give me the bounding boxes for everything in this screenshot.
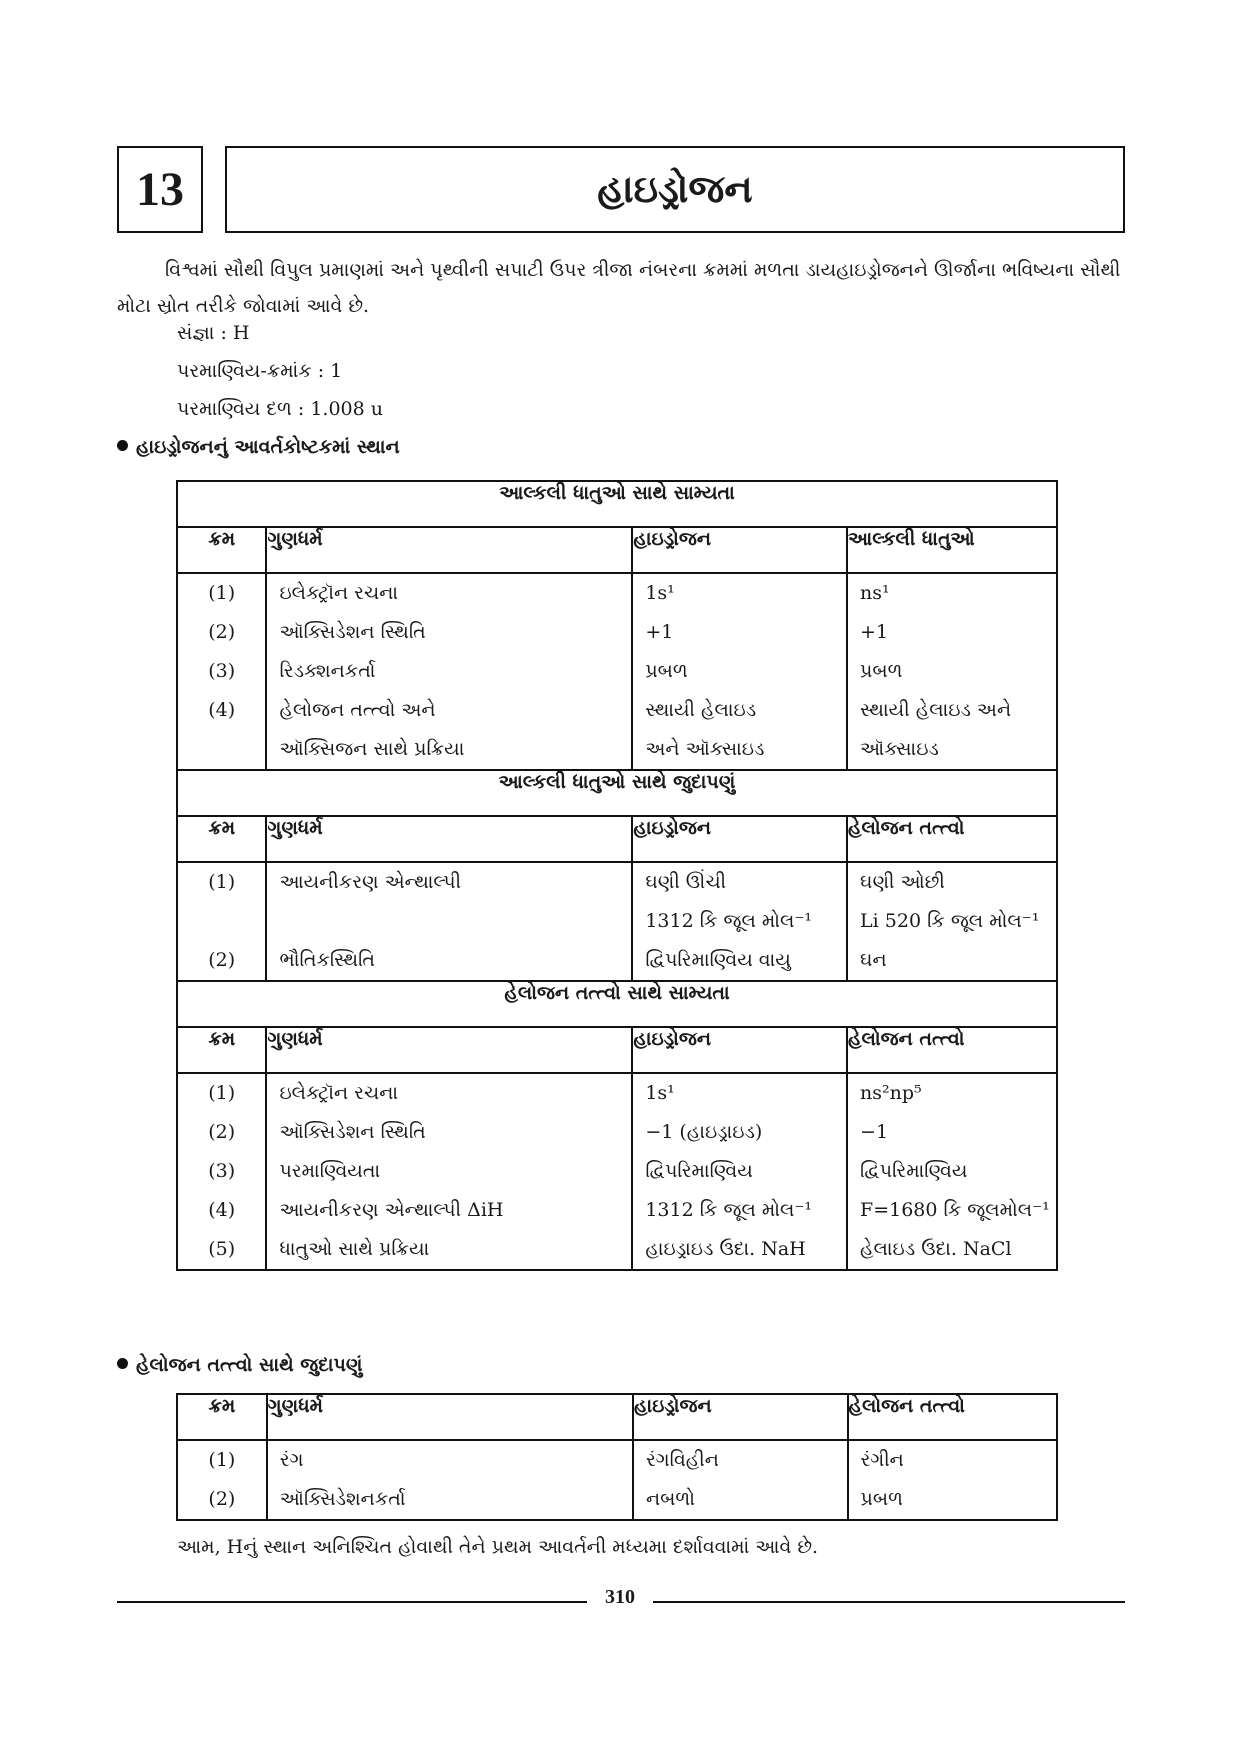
position-table — [176, 480, 1058, 1271]
cell-text: +1 — [860, 621, 889, 643]
cell-text: ઑક્સાઇડ — [860, 738, 939, 760]
page-number: 310 — [605, 1586, 635, 1608]
chapter-title: હાઇડ્રોજન — [225, 146, 1125, 233]
header-cell: ક્રમ — [177, 816, 266, 862]
cell-text: ઑક્સિજન સાથે પ્રક્રિયા — [279, 738, 465, 760]
header-row — [177, 1027, 1057, 1073]
cell-text: રંગીન — [860, 1449, 904, 1471]
header-cell: હાઇડ્રોજન — [632, 816, 847, 862]
block-title-row — [177, 770, 1057, 816]
atomic-mass-line: પરમાણ્વિય દળ : 1.008 u — [177, 398, 384, 420]
cell-text: ઑક્સિડેશન સ્થિતિ — [279, 621, 426, 643]
col-serial — [177, 1440, 267, 1520]
table-row — [177, 1440, 1057, 1520]
cell-text — [178, 730, 265, 769]
bullet-icon — [117, 440, 128, 451]
cell-text: હેલોજન તત્ત્વો અને — [279, 699, 436, 721]
cell-text: ઘન — [860, 949, 887, 971]
cell-text: ns²np⁵ — [860, 1082, 922, 1104]
cell-text: (1) — [208, 582, 236, 604]
col-halogen — [847, 1073, 1057, 1270]
cell-text: આયનીકરણ એન્થાલ્પી — [279, 871, 462, 893]
cell-text: સ્થાયી હેલાઇડ અને — [860, 699, 1012, 721]
cell-text: F=1680 કિ જૂલમોલ⁻¹ — [860, 1199, 1050, 1221]
header-row — [177, 816, 1057, 862]
block-title: આલ્કલી ધાતુઓ સાથે સામ્યતા — [177, 481, 1057, 527]
table-row — [177, 1073, 1057, 1270]
col-hydrogen — [632, 1073, 847, 1270]
header-cell: ગુણધર્મ — [266, 816, 632, 862]
header-cell: હાઇડ્રોજન — [632, 1027, 847, 1073]
bullet-icon — [117, 1358, 128, 1369]
cell-text: ઘણી ઓછી — [860, 871, 945, 893]
cell-text: પરમાણ્વિયતા — [279, 1160, 381, 1182]
col-hydrogen — [633, 1440, 848, 1520]
col-serial — [177, 573, 266, 770]
cell-text: 1s¹ — [645, 1082, 675, 1104]
cell-text: સ્થાયી હેલાઇડ — [645, 699, 757, 721]
block-title: આલ્કલી ધાતુઓ સાથે જુદાપણું — [177, 770, 1057, 816]
footer-rule-left — [117, 1601, 587, 1603]
cell-text: −1 (હાઇડ્રાઇડ) — [645, 1121, 763, 1143]
cell-text: દ્વિપરિમાણ્વિય — [860, 1160, 968, 1182]
cell-text: (4) — [208, 1199, 236, 1221]
cell-text: (1) — [208, 871, 236, 893]
cell-text: (3) — [208, 1160, 236, 1182]
cell-text: હેલાઇડ ઉદા. NaCl — [860, 1238, 1012, 1260]
cell-text: રંગ — [279, 1449, 304, 1471]
cell-text: Li 520 કિ જૂલ મોલ⁻¹ — [860, 910, 1040, 932]
cell-text: આયનીકરણ એન્થાલ્પી ΔiH — [279, 1199, 504, 1221]
footer-rule-right — [653, 1601, 1125, 1603]
cell-text: ભૌતિકસ્થિતિ — [279, 949, 376, 971]
section-heading-text: હાઇડ્રોજનનું આવર્તકોષ્ટકમાં સ્થાન — [136, 436, 400, 458]
block-title-row — [177, 481, 1057, 527]
header-cell: ગુણધર્મ — [266, 527, 632, 573]
cell-text: ઘણી ઊંચી — [645, 871, 727, 893]
atomic-number-line: પરમાણ્વિય-ક્રમાંક : 1 — [177, 360, 343, 382]
col-property — [266, 862, 632, 981]
header-cell: ગુણધર્મ — [266, 1027, 632, 1073]
cell-text: 1s¹ — [645, 582, 675, 604]
cell-text: ઇલેક્ટ્રૉન રચના — [279, 582, 399, 604]
col-property — [266, 573, 632, 770]
intro-paragraph: વિશ્વમાં સૌથી વિપુલ પ્રમાણમાં અને પૃથ્વીની સપાટી ઉપર ત્રીજા નંબરના ક્રમમાં મળતા ડાયહાઇડ્રોજનને ઊર્જાના ભવિષ્યના સૌથી મોટા સ્રોત તરીકે જોવામાં આવે છે. — [117, 259, 1121, 317]
header-cell: ક્રમ — [177, 1027, 266, 1073]
cell-text: 1312 કિ જૂલ મોલ⁻¹ — [645, 1199, 813, 1221]
cell-text: ધાતુઓ સાથે પ્રક્રિયા — [279, 1238, 430, 1260]
cell-text: પ્રબળ — [860, 1488, 903, 1510]
header-cell: ક્રમ — [177, 1394, 267, 1440]
col-alkali — [847, 573, 1057, 770]
cell-text: દ્વિપરિમાણ્વિય — [645, 1160, 753, 1182]
header-cell: હાઇડ્રોજન — [632, 527, 847, 573]
cell-text: રિડક્શનકર્તા — [279, 660, 376, 682]
closing-sentence: આમ, Hનું સ્થાન અનિશ્ચિત હોવાથી તેને પ્રથમ આવર્તની મધ્યમા દર્શાવવામાં આવે છે. — [177, 1536, 819, 1558]
cell-text: હાઇડ્રાઇડ ઉદા. NaH — [645, 1238, 806, 1260]
section-heading-difference — [117, 1354, 362, 1376]
section-heading-text: હેલોજન તત્ત્વો સાથે જુદાપણું — [136, 1354, 363, 1376]
cell-text: (2) — [208, 949, 236, 971]
difference-table — [176, 1393, 1058, 1521]
cell-text: (1) — [208, 1449, 236, 1471]
header-cell: આલ્કલી ધાતુઓ — [847, 527, 1057, 573]
cell-text — [279, 902, 631, 941]
cell-text: (2) — [208, 1121, 236, 1143]
header-cell: ગુણધર્મ — [267, 1394, 633, 1440]
symbol-line: સંજ્ઞા : H — [177, 322, 250, 344]
chapter-number: 13 — [117, 146, 203, 233]
col-hydrogen — [632, 573, 847, 770]
cell-text: નબળો — [645, 1488, 695, 1510]
cell-text: (3) — [208, 660, 236, 682]
cell-text: રંગવિહીન — [645, 1449, 719, 1471]
block-title-row — [177, 981, 1057, 1027]
col-property — [267, 1440, 633, 1520]
section-heading-position — [117, 436, 400, 458]
block-title: હેલોજન તત્ત્વો સાથે સામ્યતા — [177, 981, 1057, 1027]
cell-text: +1 — [645, 621, 674, 643]
cell-text: ઇલેક્ટ્રૉન રચના — [279, 1082, 399, 1104]
cell-text: (1) — [208, 1082, 236, 1104]
cell-text: પ્રબળ — [860, 660, 903, 682]
header-cell: હેલોજન તત્ત્વો — [848, 1394, 1058, 1440]
header-cell: હાઇડ્રોજન — [633, 1394, 848, 1440]
cell-text: (2) — [208, 621, 236, 643]
col-serial — [177, 862, 266, 981]
cell-text — [178, 902, 265, 941]
cell-text: −1 — [860, 1121, 889, 1143]
cell-text: (4) — [208, 699, 236, 721]
cell-text: ns¹ — [860, 582, 890, 604]
cell-text: દ્વિપરિમાણ્વિય વાયુ — [645, 949, 791, 971]
header-row — [177, 1394, 1057, 1440]
col-hydrogen — [632, 862, 847, 981]
cell-text: અને ઑક્સાઇડ — [645, 738, 765, 760]
col-halogen — [848, 1440, 1058, 1520]
cell-text: 1312 કિ જૂલ મોલ⁻¹ — [645, 910, 813, 932]
cell-text: (5) — [208, 1238, 236, 1260]
table-row — [177, 862, 1057, 981]
cell-text: ઑક્સિડેશન સ્થિતિ — [279, 1121, 426, 1143]
header-row — [177, 527, 1057, 573]
header-cell: હેલોજન તત્ત્વો — [847, 816, 1057, 862]
col-serial — [177, 1073, 266, 1270]
col-property — [266, 1073, 632, 1270]
col-halogen — [847, 862, 1057, 981]
header-cell: ક્રમ — [177, 527, 266, 573]
table-row — [177, 573, 1057, 770]
cell-text: પ્રબળ — [645, 660, 688, 682]
cell-text: (2) — [208, 1488, 236, 1510]
header-cell: હેલોજન તત્ત્વો — [847, 1027, 1057, 1073]
intro-block — [117, 252, 1125, 324]
cell-text: ઑક્સિડેશનકર્તા — [279, 1488, 406, 1510]
